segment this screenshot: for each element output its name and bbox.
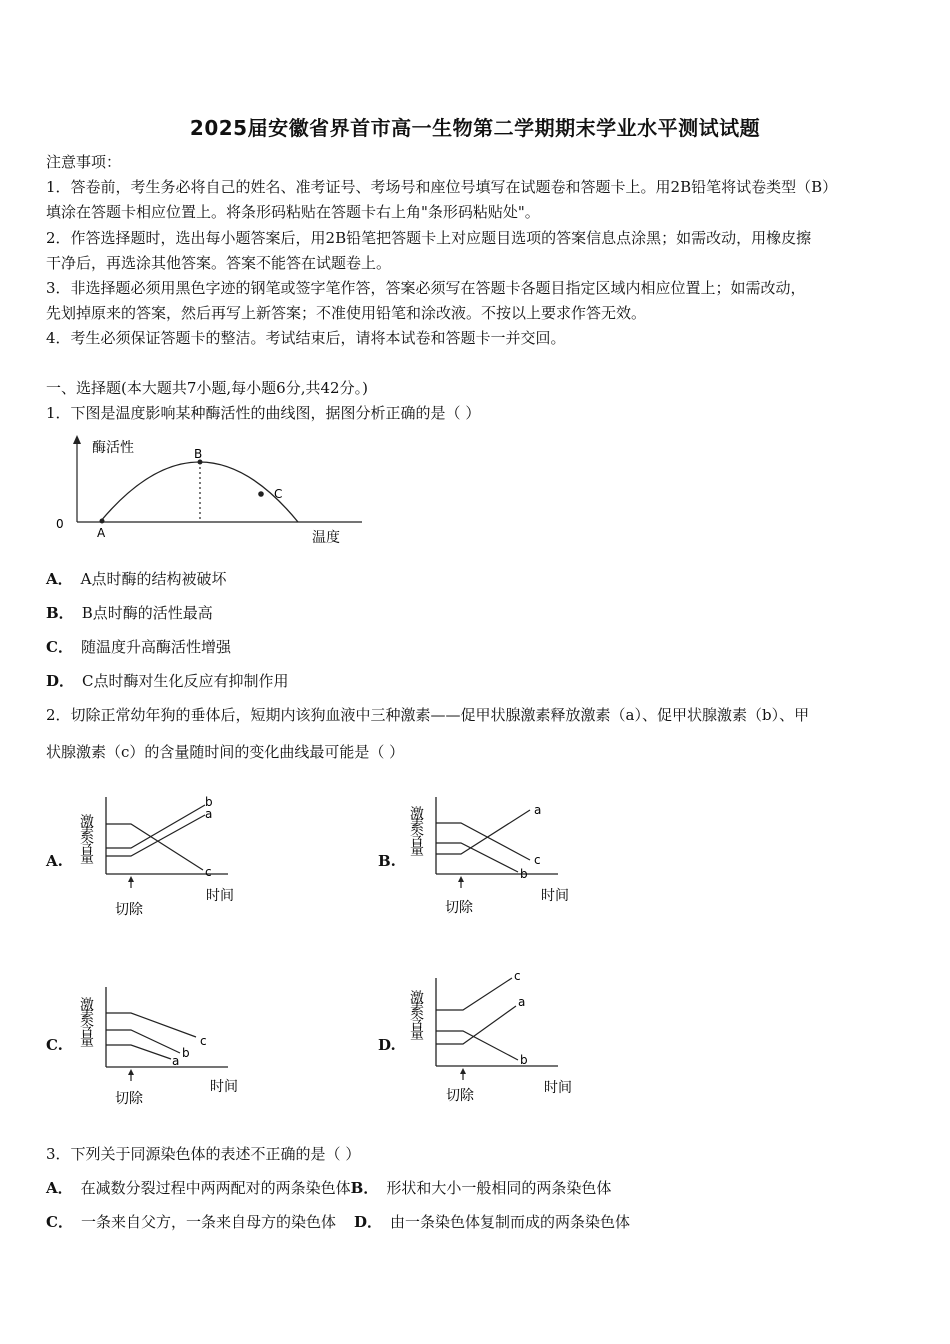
notice-line-6: 先划掉原来的答案，然后再写上新答案；不准使用铅笔和涂改液。不按以上要求作答无效。 [46,304,647,322]
q3-option-d-letter: D． [353,1213,382,1231]
q2c-curve-a [106,1045,171,1059]
q3-option-row-2 [46,1212,630,1232]
q3-option-row-1 [46,1178,611,1198]
q1-point-a [100,519,105,524]
q2-graph-c [78,985,258,1115]
q1-option-b-text: B点时酶的活性最高 [81,604,213,622]
q2c-cut-arrowhead [128,1069,134,1075]
q2c-label-c: c [200,1034,207,1048]
q3-option-b-letter: B． [350,1179,379,1197]
q1-activity-curve [100,462,298,522]
q2d-ylabel: 激素含量 [408,990,424,1038]
q2d-xlabel: 时间 [544,1080,572,1096]
q1-stem: 1．下图是温度影响某种酶活性的曲线图，据图分析正确的是（ ） [46,404,481,422]
q1-y-arrow [73,435,81,444]
q2-stem-1: 2．切除正常幼年狗的垂体后，短期内该狗血液中三种激素——促甲状腺激素释放激素（a）、促甲状腺激素（b）、甲 [46,706,810,724]
q2b-cut-arrowhead [458,876,464,882]
q2b-label-b: b [520,867,528,881]
notice-line-7: 4．考生必须保证答题卡的整洁。考试结束后，请将本试卷和答题卡一并交回。 [46,329,566,347]
q3-option-b-text: 形状和大小一般相同的两条染色体 [386,1179,612,1197]
q1-option-c-text: 随温度升高酶活性增强 [80,638,231,656]
q2a-curve-a [106,815,205,856]
notice-line-5: 3．非选择题必须用黑色字迹的钢笔或签字笔作答，答案必须写在答题卡各题目指定区域内相应位置上；如需改动， [46,279,806,297]
q2d-curve-b [436,1031,518,1060]
q2d-label-c: c [514,969,521,983]
q1-label-b: B [194,447,203,461]
q2c-ylabel: 激素含量 [78,997,94,1045]
q2d-cut-label: 切除 [446,1088,474,1104]
q2b-ylabel: 激素含量 [408,806,424,854]
q2a-label-b: b [205,795,213,809]
q2d-label-b: b [520,1053,528,1067]
q2a-label-a: a [205,807,213,821]
q2b-label-c: c [534,853,541,867]
notice-line-2: 填涂在答题卡相应位置上。将条形码粘贴在答题卡右上角"条形码粘贴处"。 [46,203,540,221]
q1-label-c: C [274,487,283,501]
q1-ylabel: 酶活性 [92,440,134,456]
q2c-label-a: a [172,1054,180,1068]
q2-option-c-label: C. [46,1036,63,1054]
q1-option-a-text: A点时酶的结构被破坏 [80,570,227,588]
q1-option-a-letter: A． [46,570,73,588]
q2-graph-b [408,792,588,922]
q1-point-c [258,491,264,497]
q2a-cut-label: 切除 [115,902,143,918]
q3-option-c-text: 一条来自父方，一条来自母方的染色体 [80,1213,336,1231]
q3-option-a-text: 在减数分裂过程中两两配对的两条染色体 [80,1179,351,1197]
q2a-curve-b [106,805,205,848]
q1-origin: 0 [56,517,64,531]
q2d-label-a: a [518,995,526,1009]
q1-xlabel: 温度 [312,530,340,546]
notice-line-1: 1．答卷前，考生务必将自己的姓名、准考证号、考场号和座位号填写在试题卷和答题卡上。用2B铅笔将试卷类型（B） [46,178,838,196]
notice-line-3: 2．作答选择题时，选出每小题答案后，用2B铅笔把答题卡上对应题目选项的答案信息点涂黑；如需改动，用橡皮擦 [46,229,812,247]
page-title: 2025届安徽省界首市高一生物第二学期期末学业水平测试试题 [189,116,761,140]
q3-option-d-text: 由一条染色体复制而成的两条染色体 [389,1213,630,1231]
q2a-xlabel: 时间 [206,888,234,904]
section-heading: 一、选择题(本大题共7小题,每小题6分,共42分。) [46,379,368,397]
q2-option-a-label: A. [46,852,63,870]
q2c-cut-label: 切除 [115,1091,143,1107]
q1-option-c-letter: C． [46,638,73,656]
notice-line-4: 干净后，再选涂其他答案。答案不能答在试题卷上。 [46,254,392,272]
q1-option-b [46,603,213,623]
q2-option-d-label: D. [378,1036,396,1054]
q2d-curve-c [436,978,512,1010]
q2a-cut-arrowhead [128,876,134,882]
q1-option-d-letter: D． [46,672,75,690]
q2c-xlabel: 时间 [210,1079,238,1095]
q2b-curve-a [436,810,530,854]
q2b-xlabel: 时间 [541,888,569,904]
q2b-cut-label: 切除 [445,900,473,916]
q2d-cut-arrowhead [460,1068,466,1074]
q2a-label-c: c [205,865,212,879]
q1-option-c [46,637,231,657]
q2-graph-d [408,968,588,1108]
q2c-label-b: b [182,1046,190,1060]
notice-heading: 注意事项： [46,153,122,171]
q2b-label-a: a [534,803,542,817]
q2a-ylabel: 激素含量 [78,814,94,862]
q1-option-d [46,671,289,691]
q3-option-a-letter: A． [46,1179,73,1197]
q3-option-c-letter: C． [46,1213,73,1231]
q2c-curve-c [106,1013,196,1037]
q2a-curve-c [106,824,203,870]
q1-option-b-letter: B． [46,604,74,622]
q1-option-d-text: C点时酶对生化反应有抑制作用 [82,672,289,690]
q2-stem-2: 状腺激素（c）的含量随时间的变化曲线最可能是（ ） [46,743,405,761]
q2-graph-a [78,792,258,922]
q1-option-a [46,569,226,589]
q1-figure [50,430,370,550]
q3-stem: 3．下列关于同源染色体的表述不正确的是（ ） [46,1145,361,1163]
q1-label-a: A [97,526,106,540]
q2-option-b-label: B. [378,852,396,870]
